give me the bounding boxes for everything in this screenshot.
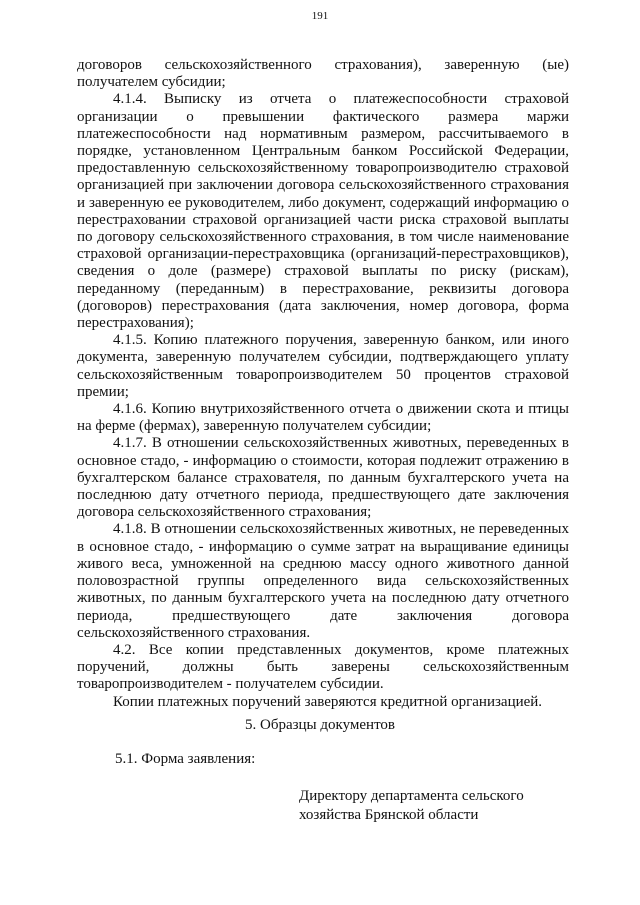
form-label: 5.1. Форма заявления:	[115, 751, 256, 767]
paragraph-4-2: 4.2. Все копии представленных документов, кроме платежных поручений, должны быть заверены сельскохозяйственным товаропроизводителем - получателем субсидии.	[77, 641, 569, 693]
body-text	[77, 57, 569, 711]
addressee-line-2: хозяйства Брянской области	[299, 807, 479, 823]
paragraph-continuation: договоров сельскохозяйственного страхования), заверенную (ые) получателем субсидии;	[77, 57, 569, 91]
paragraph-4-1-5: 4.1.5. Копию платежного поручения, заверенную банком, или иного документа, заверенную получателем субсидии, подтверждающего уплату сельскохозяйственным товаропроизводителем 50 процентов страховой премии;	[77, 332, 569, 400]
page-number: 191	[311, 10, 329, 22]
addressee-line-1: Директору департамента сельского	[299, 788, 524, 804]
section-heading: 5. Образцы документов	[244, 717, 396, 733]
paragraph-4-1-8: 4.1.8. В отношении сельскохозяйственных животных, не переведенных в основное стадо, - информацию о сумме затрат на выращивание единицы живого веса, умноженной на среднюю массу одного животного данной половозрастной группы определенного вида сельскохозяйственных животных, по данным бухгалтерского учета на последнюю дату отчетного периода, предшествующего дате заключения договора сельскохозяйственного страхования.	[77, 521, 569, 641]
paragraph-4-1-6: 4.1.6. Копию внутрихозяйственного отчета о движении скота и птицы на ферме (фермах), заверенную получателем субсидии;	[77, 401, 569, 435]
paragraph-copies-note: Копии платежных поручений заверяются кредитной организацией.	[113, 693, 543, 710]
addressee-block	[299, 787, 524, 825]
paragraph-4-1-7: 4.1.7. В отношении сельскохозяйственных животных, переведенных в основное стадо, - информацию о стоимости, которая подлежит отражению в бухгалтерском балансе страхователя, по данным бухгалтерского учета на последнюю дату отчетного периода, предшествующего дате заключения договора сельскохозяйственного страхования;	[77, 435, 569, 521]
paragraph-4-1-4: 4.1.4. Выписку из отчета о платежеспособности страховой организации о превышении фактического размера маржи платежеспособности над нормативным размером, рассчитываемого в порядке, установленном Центральным банком Российской Федерации, предоставленную сельскохозяйственному товаропроизводителю страховой организацией при заключении договора сельскохозяйственного страхования и заверенную ее руководителем, либо документ, содержащий информацию о перестраховании страховой организацией части риска страховой выплаты по договору сельскохозяйственного страхования, в том числе наименование страховой организации-перестраховщика (организаций-перестраховщиков), сведения о доле (размере) страховой выплаты по риску (рискам), переданному (переданным) в перестрахование, реквизиты договора (договоров) перестрахования (дата заключения, номер договора, форма перестрахования);	[77, 91, 569, 332]
